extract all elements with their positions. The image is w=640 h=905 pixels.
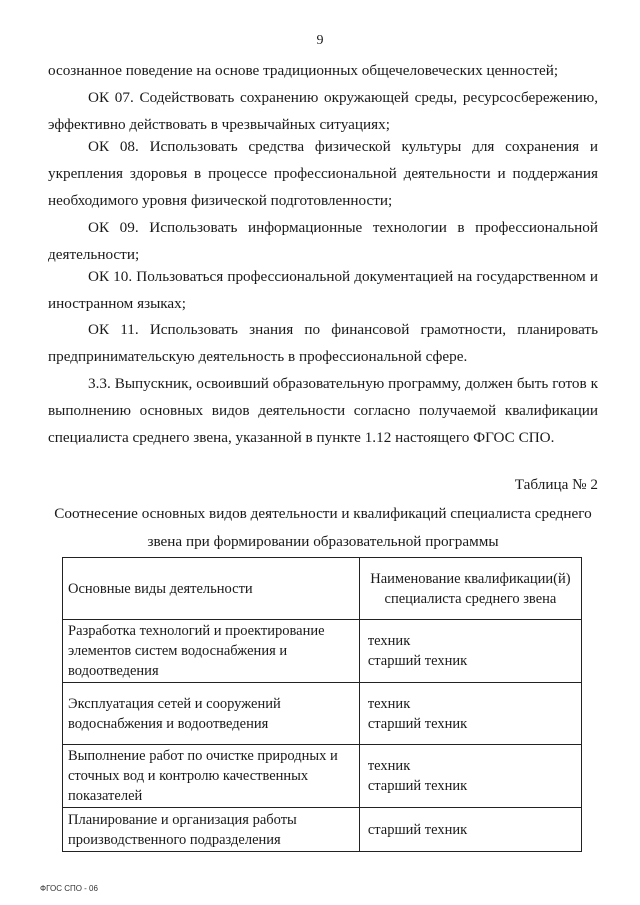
qualification-cell — [359, 808, 581, 852]
qualification-cell — [359, 620, 581, 683]
qualification-cell — [359, 745, 581, 808]
page-number: 9 — [316, 33, 324, 48]
qualifications-table — [62, 557, 582, 852]
activity-cell: Планирование и организация работы производственного подразделения — [63, 808, 360, 852]
activity-cell: Выполнение работ по очистке природных и сточных вод и контролю качественных показателей — [63, 745, 360, 808]
qualification-item: старший техник — [367, 715, 468, 732]
activity-cell: Разработка технологий и проектирование элементов систем водоснабжения и водоотведения — [63, 620, 360, 683]
paragraph-ok-08: ОК 08. Использовать средства физической культуры для сохранения и укрепления здоровья в процессе профессиональной деятельности и поддержания необходимого уровня физической подготовленности; — [48, 138, 598, 209]
table-row — [63, 745, 582, 808]
paragraph-ok-07: ОК 07. Содействовать сохранению окружающей среды, ресурсосбережению, эффективно действовать в чрезвычайных ситуациях; — [48, 89, 598, 133]
table-caption: Таблица № 2 — [514, 476, 598, 493]
paragraph-3-3: 3.3. Выпускник, освоивший образовательную программу, должен быть готов к выполнению основных видов деятельности согласно получаемой квалификации специалиста среднего звена, указанной в пункте 1.12 настоящего ФГОС СПО. — [48, 375, 598, 446]
qualification-item: старший техник — [367, 778, 468, 794]
table-row — [63, 683, 582, 745]
activity-cell: Эксплуатация сетей и сооружений водоснабжения и водоотведения — [63, 683, 360, 745]
table-row — [63, 808, 582, 852]
header-activity: Основные виды деятельности — [63, 558, 360, 620]
paragraph-ok-09: ОК 09. Использовать информационные технологии в профессиональной деятельности; — [48, 219, 598, 263]
document-footer: ФГОС СПО - 06 — [40, 884, 98, 893]
qualification-item: техник — [367, 758, 411, 774]
paragraph-intro: осознанное поведение на основе традиционных общечеловеческих ценностей; — [48, 62, 559, 79]
table-title: Соотнесение основных видов деятельности и квалификаций специалиста среднего звена при формировании образовательной программы — [54, 505, 592, 550]
paragraph-ok-11: ОК 11. Использовать знания по финансовой грамотности, планировать предпринимательскую деятельность в профессиональной сфере. — [48, 321, 598, 365]
qualification-item: техник — [367, 695, 411, 712]
qualification-item: старший техник — [367, 653, 468, 669]
qualification-cell — [359, 683, 581, 745]
qualification-item: старший техник — [367, 821, 468, 838]
paragraph-ok-10: ОК 10. Пользоваться профессиональной документацией на государственном и иностранном языках; — [48, 268, 598, 312]
table-header-row — [63, 558, 582, 620]
table-row — [63, 620, 582, 683]
header-qualification: Наименование квалификации(й) специалиста среднего звена — [359, 558, 581, 620]
qualification-item: техник — [367, 633, 411, 649]
